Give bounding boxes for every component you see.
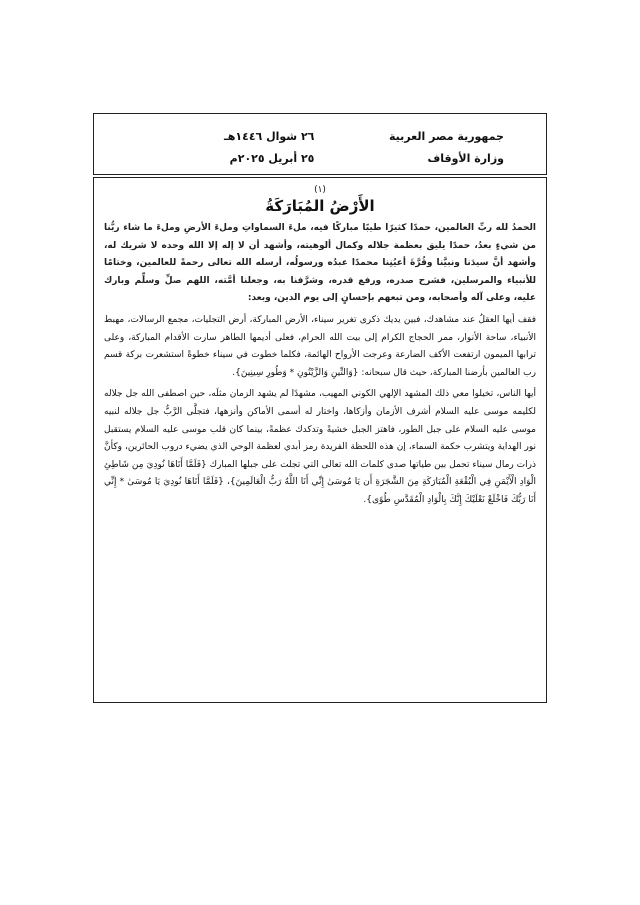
header-issuer [389,126,504,170]
page-number: (١) [314,185,326,195]
paragraph-revelation: أيها الناس، تخيلوا معي ذلك المشهد الإلهي الكوني المهيب، مشهدًا لم يشهد الزمان مثلَه، حين اصطفى الله جل جلاله لكليمه موسى عليه السلام أشرف الأزمان وأزكاها، واختار له أسمى الأماكن وأنزهها، فتجلَّى الرَّبُّ جل جلاله لنبيه موسى عليه السلام على جبل الطور، فاهتز الجبل خشيةً وتدكدك عظمةً، بينما كان قلب موسى عليه السلام يستقبل نور الهداية ويتشرب حكمة السماء، إن هذه اللحظة الفريدة رمز أبدي لعظمة الوحي الذي يضيء دروب الحائرين، وكأنَّ ذرات رمال سيناء تحمل بين طياتها صدى كلمات الله تعالى التي تجلت على جبلها المبارك {فَلَمَّا أَتَاهَا نُودِيَ مِن شَاطِئِ الْوَادِ الْأَيْمَنِ فِي الْبُقْعَةِ الْمُبَارَكَةِ مِنَ الشَّجَرَةِ أَن يَا مُوسَىٰ إِنِّي أَنَا اللَّهُ رَبُّ الْعَالَمِينَ}، {فَلَمَّا أَتَاهَا نُودِيَ يَا مُوسَىٰ * إِنِّي أَنَا رَبُّكَ فَاخْلَعْ نَعْلَيْكَ إِنَّكَ بِالْوَادِ الْمُقَدَّسِ طُوًى}. [104,389,536,505]
hijri-date: ٢٦ شوال ١٤٤٦هـ [224,130,315,143]
header-dates [224,126,314,170]
document-header [93,113,547,175]
country-name: جمهورية مصر العربية [389,130,504,143]
sermon-body [93,177,547,703]
ministry-name: وزارة الأوقاف [427,152,504,165]
gregorian-date: ٢٥ أبريل ٢٠٢٥م [229,152,315,165]
sermon-title: الأَرْضُ المُبَارَكَةُ [265,197,375,215]
paragraph-opening: الحمدُ لله ربِّ العالمين، حمدًا كثيرًا طيبًا مباركًا فيه، ملءَ السماواتِ وملءَ الأرضِ وملءَ ما شاء ربُّنا من شيءٍ بعدُ، حمدًا يليق بعظمة جلاله وكمال ألوهيته، وأشهد أن لا إله إلا الله وحده لا شريك له، وأشهد أنَّ سيدَنا ونبيَّنا وقُرَّةَ أعيُنِنا محمدًا عبدُه ورسولُه، أرسله الله تعالى رحمةً للعالمين، وختامًا للأنبياء والمرسلين، فشرح صدره، ورفع قدره، وشرَّفنا به، وجعلنا أمَّته، اللهم صلِّ وسلِّم وبارك عليه، وعلى آله وأصحابه، ومن تبعهم بإحسانٍ إلى يوم الدين، وبعد: [104,223,536,304]
paragraph-sinai: فقف أيها العقلُ عند مشاهدك، فبين يديك ذكرى تغرير سيناء، الأرض المباركة، أرض التجليات، مجمع الرسالات، مهبط الأنبياء، ساحة الأنوار، ممر الحجاج الكرام إلى بيت الله الحرام، فعلى أديمها الطاهر سارت الأقدام المباركة، وعلى ترابها الميمون ارتفعت الأكف الضارعة وعرجت الأرواح الهائمة، فكلما خطوت في سيناء خطوةً استشعرت بركة قسم رب العالمين بأرضنا المباركة، حيث قال سبحانه: {وَالتِّينِ وَالزَّيْتُونِ * وَطُورِ سِينِينَ}. [104,314,536,378]
